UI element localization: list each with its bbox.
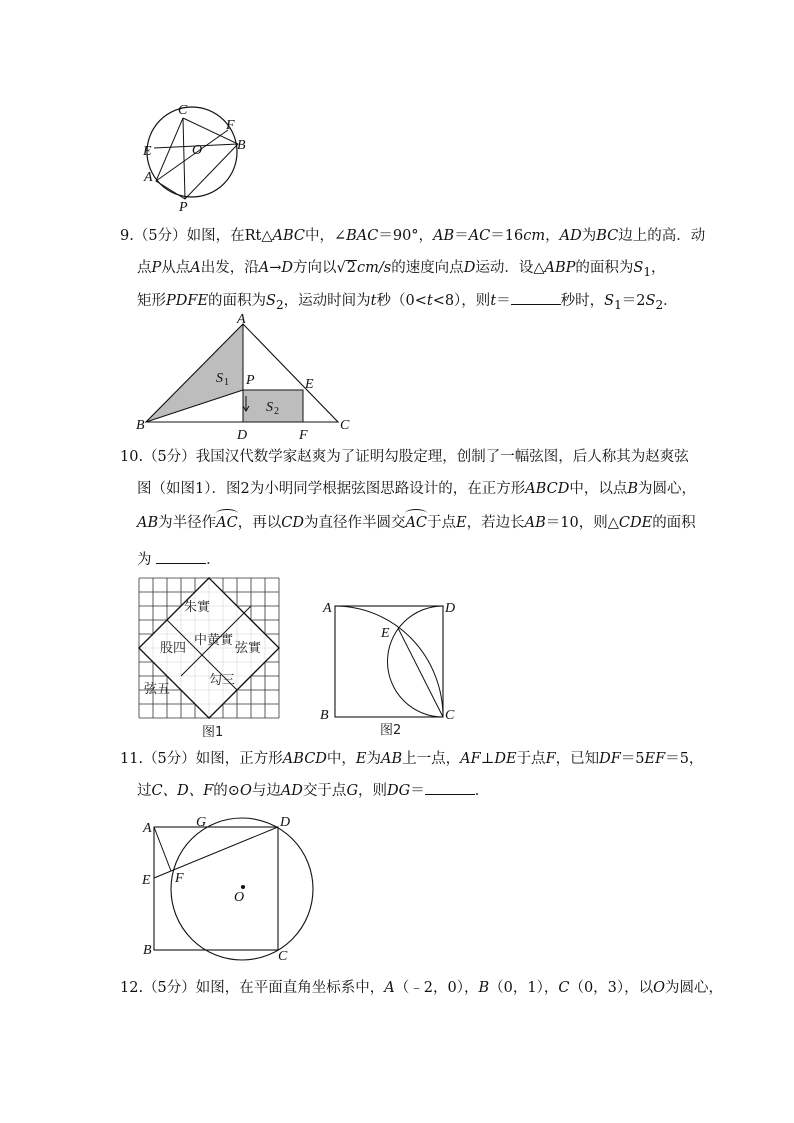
square-arc-diagram <box>315 595 465 740</box>
label-o: O <box>234 890 245 905</box>
svg-text:2: 2 <box>274 406 279 417</box>
label-gusi: 股四 <box>160 641 187 656</box>
label-e: E <box>381 626 390 641</box>
figure-q11-square-circle <box>138 810 333 965</box>
circle-o <box>171 818 313 960</box>
square-abcd <box>154 827 278 950</box>
chord-cp <box>183 118 185 199</box>
label-e: E <box>305 377 314 392</box>
triangle-diagram <box>130 312 360 444</box>
label-o: O <box>192 143 203 158</box>
label-b: B <box>136 418 145 433</box>
q10-line-3: AB为半径作AC，再以CD为直径作半圆交AC于点E，若边长AB＝10，则△CDE的面积 <box>137 515 696 531</box>
label-f: F <box>175 871 184 886</box>
caption-figure-2: 图2 <box>380 723 402 738</box>
shaded-s2 <box>243 390 303 422</box>
label-zhushi: 朱實 <box>184 600 211 615</box>
square-circle-diagram <box>138 810 333 965</box>
label-c: C <box>445 708 455 723</box>
label-p: P <box>179 200 188 215</box>
label-e: E <box>143 144 152 159</box>
label-xianshi: 弦實 <box>235 641 262 656</box>
center-o-dot <box>241 885 245 889</box>
q9-answer-blank[interactable] <box>511 290 561 305</box>
q9-line-1: 9.（5分）如图，在Rt△ABC中，∠BAC＝90°，AB＝AC＝16cm，AD为BC边上的高．动 <box>120 228 706 244</box>
label-a: A <box>143 821 152 836</box>
arc-ac: AC <box>216 515 238 531</box>
q12-number: 12. <box>120 980 144 996</box>
label-zhonghuangshi: 中黄實 <box>194 633 234 648</box>
arc-ac-2: AC <box>405 515 428 531</box>
segment-ce <box>398 628 443 717</box>
q11-answer-blank[interactable] <box>425 780 475 795</box>
label-c: C <box>278 949 288 964</box>
q10-line-1: 10.（5分）我国汉代数学家赵爽为了证明勾股定理，创制了一幅弦图，后人称其为赵爽弦 <box>120 449 689 465</box>
circle-diagram <box>135 100 255 215</box>
square-abcd <box>335 606 443 717</box>
svg-text:1: 1 <box>224 377 229 388</box>
label-gousan: 勾三 <box>209 673 236 688</box>
label-a: A <box>144 170 153 185</box>
q11-line-2: 过C、D、F的⊙O与边AD交于点G，则DG＝ ． <box>137 780 489 801</box>
label-s1: S <box>216 371 223 386</box>
q10-line-4: 为 ． <box>137 549 221 570</box>
q11-line-1: 11.（5分）如图，正方形ABCD中，E为AB上一点，AF⊥DE于点F，已知DF＝5EF＝5， <box>120 751 704 767</box>
segment-af <box>154 827 171 871</box>
label-b: B <box>143 943 152 958</box>
q11-number: 11. <box>120 751 144 767</box>
figure-q10-1-grid <box>136 575 282 740</box>
label-a: A <box>323 601 332 616</box>
q9-number: 9. <box>120 228 134 244</box>
label-xianwu: 弦五 <box>144 682 171 697</box>
label-f: F <box>226 118 235 133</box>
figure-q8-circle <box>135 100 255 215</box>
segment-ed <box>154 827 278 878</box>
q10-number: 10. <box>120 449 144 465</box>
label-d: D <box>280 815 291 830</box>
q10-answer-blank[interactable] <box>156 549 206 564</box>
label-d: D <box>445 601 456 616</box>
q12-line-1: 12.（5分）如图，在平面直角坐标系中，A（﹣2，0），B（0，1），C（0，3），以O为圆心， <box>120 980 724 996</box>
q9-line-2: 点P从点A出发，沿A→D方向以√2cm/s的速度向点D运动．设△ABP的面积为$S_1$， <box>137 260 666 279</box>
sqrt-2: 2 <box>346 260 356 276</box>
arc-ac <box>335 606 443 717</box>
q10-line-2: 图（如图1）．图2为小明同学根据弦图思路设计的，在正方形ABCD中，以点B为圆心， <box>137 481 696 497</box>
label-d: D <box>237 428 248 443</box>
label-g: G <box>196 815 207 830</box>
label-b: B <box>237 138 246 153</box>
label-f: F <box>299 428 308 443</box>
figure-q10-2-square <box>315 595 465 740</box>
zhaoshuang-chord-diagram <box>136 575 282 740</box>
label-b: B <box>320 708 329 723</box>
label-c: C <box>178 103 188 118</box>
caption-figure-1: 图1 <box>202 725 224 740</box>
label-a: A <box>237 312 246 327</box>
q9-line-3: 矩形PDFE的面积为$S_2$，运动时间为t秒（0<t<8），则t＝ 秒时，$S_1=2S_2$． <box>137 290 678 315</box>
label-c: C <box>340 418 350 433</box>
label-e: E <box>142 873 151 888</box>
label-p: P <box>246 373 255 388</box>
label-s2: S <box>266 400 273 415</box>
figure-q9-triangle <box>130 312 360 444</box>
